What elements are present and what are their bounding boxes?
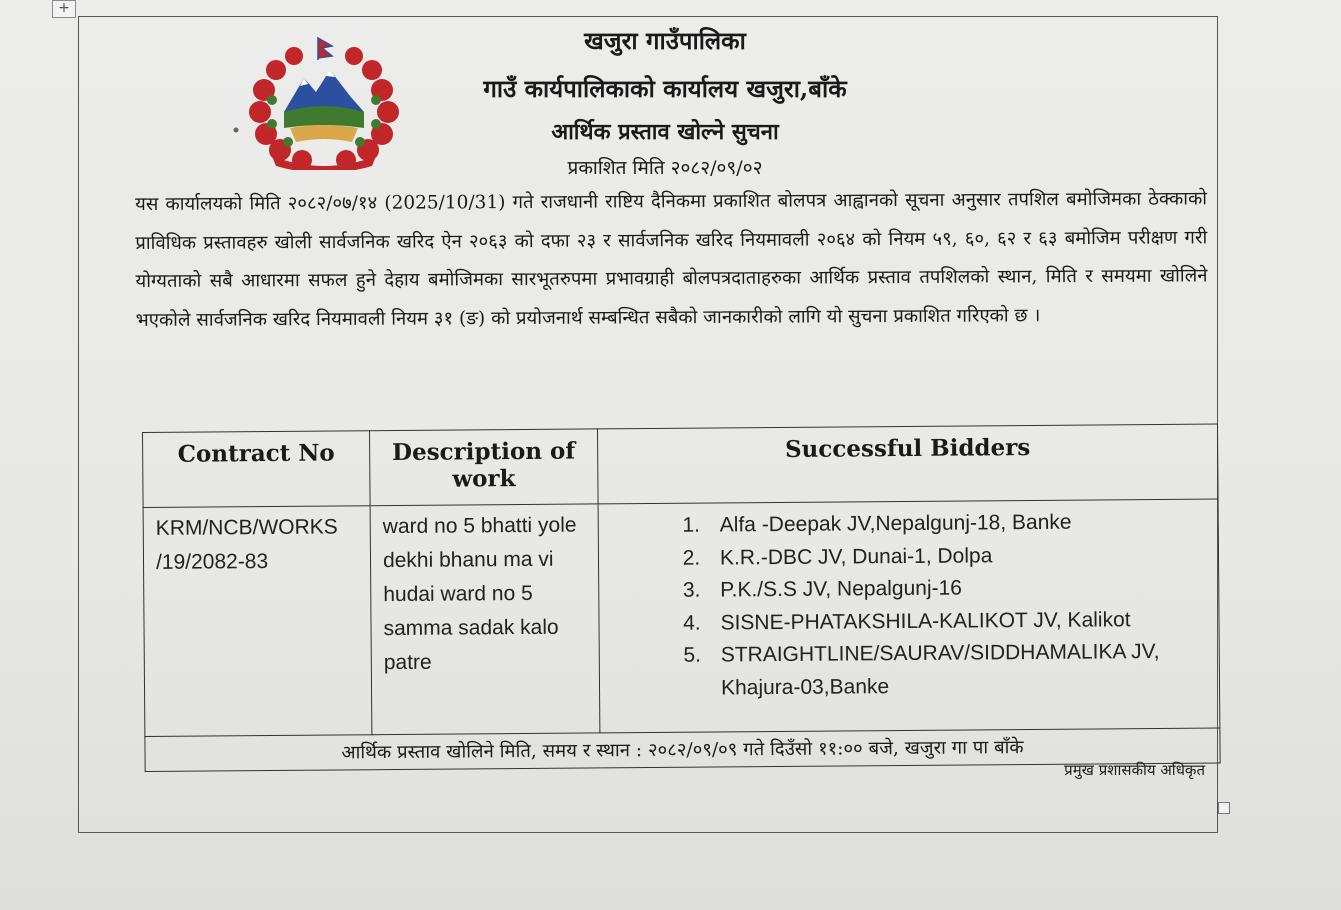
- published-date: प्रकाशित मिति २०८२/०९/०२: [567, 157, 763, 179]
- bidders-table: [142, 424, 1221, 772]
- contract-no-cell: KRM/NCB/WORKS /19/2082-83: [143, 506, 372, 737]
- description-cell: ward no 5 bhatti yole dekhi bhanu ma vi hudai ward no 5 samma sadak kalo patre: [370, 504, 600, 735]
- municipality-name: खजुरा गाउँपालिका: [584, 26, 746, 55]
- notice-title: आर्थिक प्रस्ताव खोल्ने सुचना: [551, 119, 779, 145]
- notice-body-paragraph: यस कार्यालयको मिति २०८२/०७/१४ (2025/10/31) गते राजधानी राष्टिय दैनिकमा प्रकाशित बोलपत्र आह्वानको सूचना अनुसार तपशिल बमोजिमका ठेक्काको प्राविधिक प्रस्तावहरु खोली सार्वजनिक खरिद ऐन २०६३ को दफा २३ र सार्वजनिक खरिद नियमावली २०६४ को नियम ५९, ६०, ६२ र ६३ बमोजिम परीक्षण गरी योग्यताको सबै आधारमा सफल हुने देहाय बमोजिमका सारभूतरुपमा प्रभावग्राही बोलपत्रदाताहरुका आर्थिक प्रस्ताव तपशिलको स्थान, मिति र समयमा खोलिने भएकोले सार्वजनिक खरिद नियमावली नियम ३१ (ङ) को प्रयोजनार्थ सम्बन्धित सबैको जानकारीको लागि यो सुचना प्रकाशित गरिएको छ ।: [135, 188, 1208, 331]
- list-item: 3. P.K./S.S JV, Nepalgunj-16: [706, 571, 1206, 607]
- successful-bidders-header: Successful Bidders: [597, 424, 1218, 504]
- list-item: 2. K.R.-DBC JV, Dunai-1, Dolpa: [706, 538, 1206, 574]
- list-item: 4. SISNE-PHATAKSHILA-KALIKOT JV, Kalikot: [706, 603, 1206, 639]
- list-item: 1. Alfa -Deepak JV,Nepalgunj-18, Banke: [706, 506, 1206, 542]
- office-name: गाउँ कार्यपालिकाको कार्यालय खजुरा,बाँके: [483, 74, 847, 103]
- opening-details-cell: आर्थिक प्रस्ताव खोलिने मिति, समय र स्थान : २०८२/०९/०९ गते दिउँसो ११:०० बजे, खजुरा गा पा बाँके: [145, 728, 1220, 771]
- table-resize-handle-icon[interactable]: [1218, 802, 1230, 814]
- bidders-table-wrapper: [142, 424, 1220, 772]
- signatory-title: प्रमुख प्रशासकीय अधिकृत: [1064, 761, 1205, 779]
- contract-no-header: Contract No: [143, 431, 371, 508]
- table-header-row: [143, 424, 1219, 507]
- table-move-handle-icon[interactable]: +: [52, 0, 76, 18]
- table-row: [143, 499, 1220, 736]
- list-item: 5. STRAIGHTLINE/SAURAV/SIDDHAMALIKA JV, Khajura-03,Banke: [707, 636, 1207, 705]
- description-header: Description of work: [369, 429, 598, 506]
- bidders-cell: [598, 499, 1220, 733]
- bidders-list: [611, 506, 1208, 706]
